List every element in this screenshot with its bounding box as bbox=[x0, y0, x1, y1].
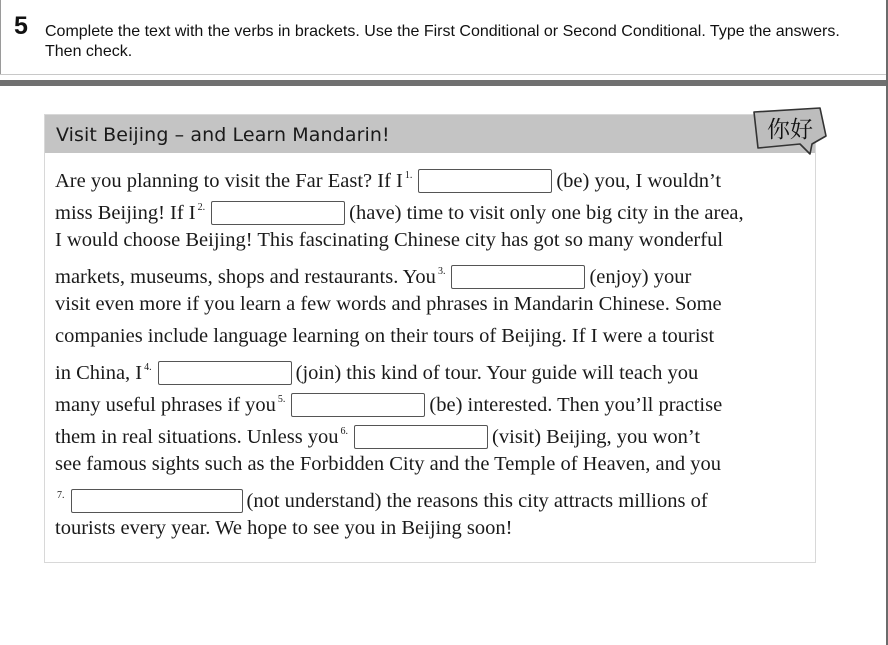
exercise-number: 5 bbox=[14, 12, 28, 40]
answer-input-6[interactable] bbox=[354, 425, 488, 449]
text-segment: (join) this kind of tour. Your guide will teach you bbox=[295, 362, 699, 384]
gap-number: 3. bbox=[437, 266, 446, 277]
text-segment: (visit) Beijing, you won’t bbox=[492, 426, 701, 448]
card-header bbox=[45, 115, 815, 153]
answer-input-4[interactable] bbox=[158, 361, 292, 385]
answer-input-1[interactable] bbox=[418, 169, 552, 193]
text-segment: (enjoy) your bbox=[589, 266, 692, 288]
gap-number: 6. bbox=[340, 426, 349, 437]
gap-number: 2. bbox=[197, 202, 206, 213]
text-segment: markets, museums, shops and restaurants. You bbox=[55, 266, 436, 288]
text-segment: in China, I bbox=[55, 362, 143, 384]
answer-input-3[interactable] bbox=[451, 265, 585, 289]
text-segment: I would choose Beijing! This fascinating Chinese city has got so many wonderful bbox=[55, 229, 724, 251]
answer-input-7[interactable] bbox=[71, 489, 243, 513]
header-border bbox=[0, 0, 1, 74]
text-line bbox=[55, 160, 795, 192]
text-line bbox=[55, 480, 795, 512]
text-segment: (be) you, I wouldn’t bbox=[556, 170, 722, 192]
text-segment: (have) time to visit only one big city in the area, bbox=[349, 202, 744, 224]
text-segment: visit even more if you learn a few words and phrases in Mandarin Chinese. Some bbox=[55, 293, 722, 315]
text-segment: many useful phrases if you bbox=[55, 394, 276, 416]
text-line bbox=[55, 384, 795, 416]
text-segment: (not understand) the reasons this city attracts millions of bbox=[246, 490, 708, 512]
text-line bbox=[55, 256, 795, 288]
exercise-header bbox=[0, 0, 886, 74]
text-segment: miss Beijing! If I bbox=[55, 202, 196, 224]
text-line bbox=[55, 320, 795, 352]
answer-input-2[interactable] bbox=[211, 201, 345, 225]
gap-fill-text bbox=[55, 160, 795, 544]
text-segment: Are you planning to visit the Far East? If I bbox=[55, 170, 403, 192]
text-line bbox=[55, 416, 795, 448]
gap-number: 4. bbox=[144, 362, 152, 373]
text-line bbox=[55, 352, 795, 384]
text-segment: them in real situations. Unless you bbox=[55, 426, 339, 448]
text-line bbox=[55, 448, 795, 480]
text-segment: companies include language learning on their tours of Beijing. If I were a tourist bbox=[55, 325, 715, 347]
gap-number: 5. bbox=[277, 394, 286, 405]
text-segment: see famous sights such as the Forbidden City and the Temple of Heaven, and you bbox=[55, 453, 722, 475]
exercise-instruction: Complete the text with the verbs in brackets. Use the First Conditional or Second Conditional. Type the answers. Then check. bbox=[45, 23, 840, 60]
text-segment: tourists every year. We hope to see you in Beijing soon! bbox=[55, 517, 513, 539]
card-title: Visit Beijing – and Learn Mandarin! bbox=[56, 124, 390, 146]
text-line bbox=[55, 224, 795, 256]
gap-number: 1. bbox=[404, 170, 413, 181]
text-line bbox=[55, 192, 795, 224]
text-line bbox=[55, 288, 795, 320]
header-divider-thick bbox=[0, 80, 886, 86]
header-divider-thin bbox=[0, 74, 886, 75]
text-line bbox=[55, 512, 795, 544]
badge-text: 你好 bbox=[767, 117, 813, 143]
answer-input-5[interactable] bbox=[291, 393, 425, 417]
text-segment: (be) interested. Then you’ll practise bbox=[429, 394, 723, 416]
gap-number: 7. bbox=[57, 490, 65, 501]
speech-bubble-badge bbox=[750, 106, 830, 156]
